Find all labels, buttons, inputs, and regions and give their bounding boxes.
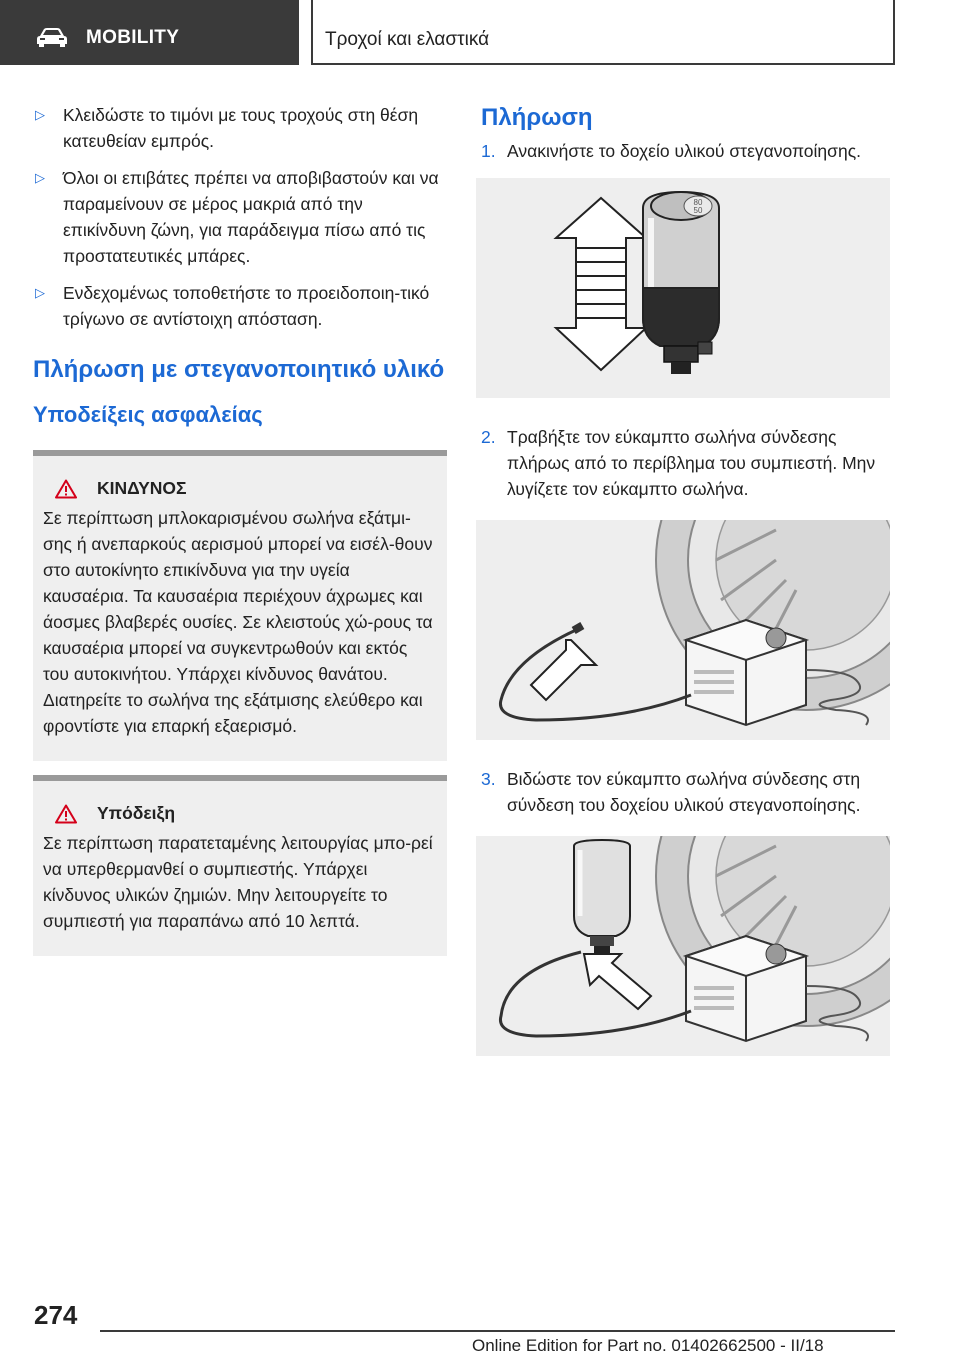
step-number: 3. [481,769,496,789]
danger-text: Σε περίπτωση μπλοκαρισμένου σωλήνα εξάτμι-σης ή ανεπαρκούς αερισμού μπορεί να εισέλ-θουν στο αυτοκίνητο επικίνδυνα για την υγεία καυσαέρια. Τα καυσαέρια περιέχουν άχρωμες και άοσμες βλαβερές ουσίες. Σε κλειστούς χώ-ρους τα καυσαέρια μπορεί να συγκεντρωθούν και εκτός του αυτοκινήτου. Υπάρχει κίνδυνος θανάτου. Διατηρείτε το σωλήνα της εξάτμισης ελεύθερο και φροντίστε για επαρκή εξαερισμό. [43,508,433,736]
left-column [33,102,447,956]
page-header [0,0,960,65]
danger-title: ΚΙΝΔΥΝΟΣ [97,478,187,498]
figure-pull-hose [476,520,890,740]
bullet-text: Ενδεχομένως τοποθετήστε το προειδοποιη-τικό τρίγωνο σε αντίστοιχη απόσταση. [63,283,430,329]
warning-triangle-icon [55,479,77,499]
list-item [33,102,447,154]
hint-title: Υπόδειξη [97,803,176,823]
sealant-bottle-icon [643,192,719,374]
step-number: 1. [481,141,496,161]
danger-title-row [55,478,437,499]
list-item [33,280,447,332]
header-divider [311,0,313,65]
header-underline [311,63,895,65]
chapter-title: Τροχοί και ελαστικά [325,29,490,50]
car-icon [36,27,68,47]
footer-rule [100,1330,895,1332]
attach-illustration [476,836,890,1056]
bullet-triangle-icon: ▷ [35,285,45,300]
page-number: 274 [34,1300,78,1330]
bullet-text: Κλειδώστε το τιμόνι με τους τροχούς στη θέση κατευθείαν εμπρός. [63,105,419,151]
compressor-illustration [476,520,890,740]
compressor-icon [686,620,806,725]
bottle-label-top: 80 [693,198,703,207]
shake-arrow-icon [556,198,646,370]
step-text: Βιδώστε τον εύκαμπτο σωλήνα σύνδεσης στη σύνδεση του δοχείου υλικού στεγανοποίησης. [507,769,861,815]
bullet-triangle-icon: ▷ [35,107,45,122]
sealant-bottle-icon [574,840,630,954]
section-tab[interactable] [0,0,299,65]
step-item [481,766,891,818]
figure-shake-bottle [476,178,890,398]
header-divider-right [893,0,895,65]
step-item [481,138,891,164]
footer-edition: Online Edition for Part no. 01402662500 - II/18 [472,1336,824,1355]
bullet-text: Όλοι οι επιβάτες πρέπει να αποβιβαστούν και να παραμείνουν σε μέρος μακριά από την επικίνδυνη ζώνη, για παράδειγμα πίσω από τις προστατευτικές μπάρες. [63,168,439,266]
warning-triangle-icon [55,804,77,824]
bottle-illustration [476,178,890,398]
heading-safety: Υποδείξεις ασφαλείας [33,402,263,427]
compressor-icon [686,936,806,1041]
figure-attach-bottle [476,836,890,1056]
bullet-triangle-icon: ▷ [35,170,45,185]
hose-icon [500,622,691,720]
direction-arrow-icon [584,954,651,1009]
hint-text: Σε περίπτωση παρατεταμένης λειτουργίας μπο-ρεί να υπερθερμανθεί ο συμπιεστής. Υπάρχει κίνδυνος υλικών ζημιών. Μην λειτουργείτε το συμπιεστή για παραπάνω από 10 λεπτά. [43,833,433,931]
bottle-label-bottom: 50 [693,206,703,215]
list-item [33,165,447,269]
step-text: Ανακινήστε το δοχείο υλικού στεγανοποίησης. [507,141,861,161]
danger-notice [33,450,447,761]
heading-sealant: Πλήρωση με στεγανοποιητικό υλικό [33,356,445,383]
step-number: 2. [481,427,496,447]
hint-notice [33,775,447,956]
hint-title-row [55,803,437,824]
right-column [481,102,891,1056]
heading-filling: Πλήρωση [481,104,593,131]
step-text: Τραβήξτε τον εύκαμπτο σωλήνα σύνδεσης πλήρως από το περίβλημα του συμπιεστή. Μην λυγίζετε τον εύκαμπτο σωλήνα. [507,427,876,499]
step-item [481,424,891,502]
section-label: MOBILITY [86,27,180,48]
